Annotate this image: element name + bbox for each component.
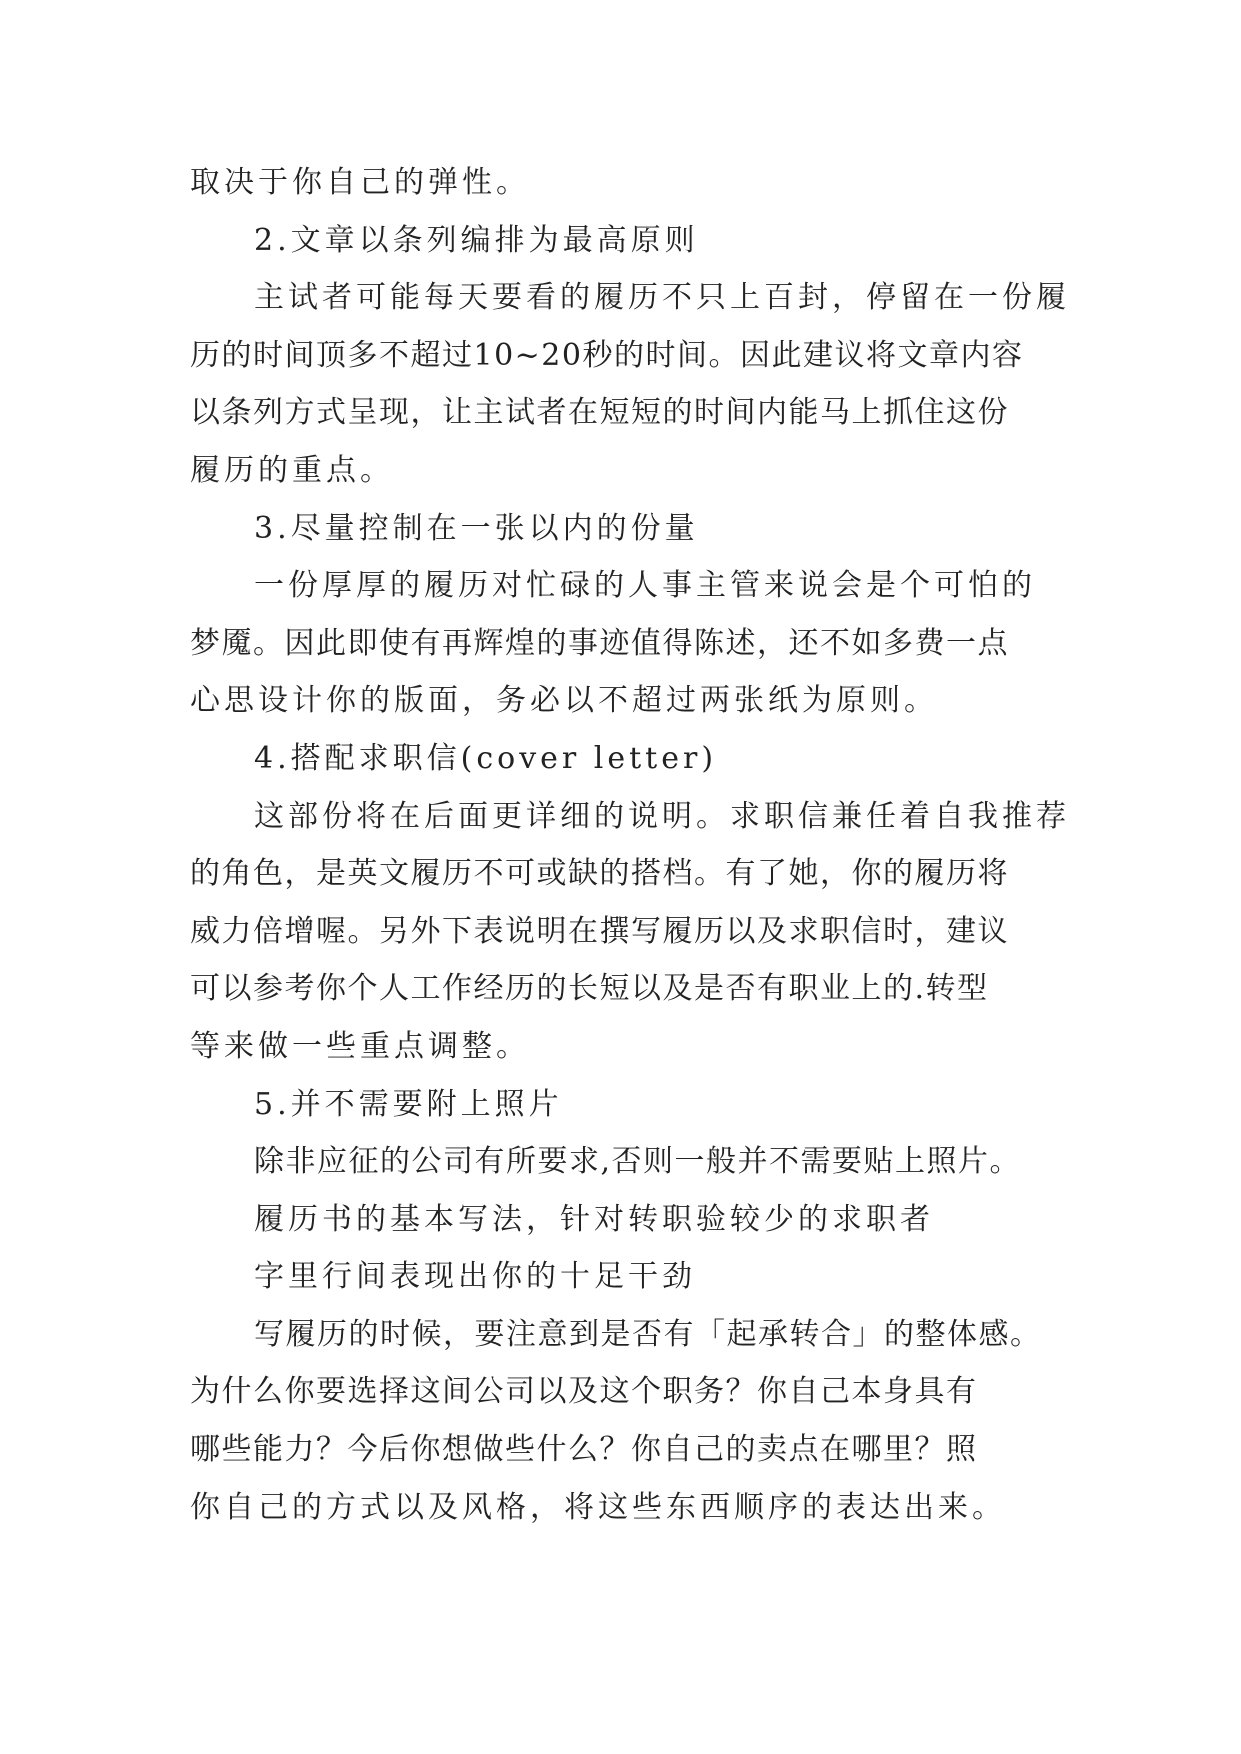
- paragraph-line: 你自己的方式以及风格，将这些东西顺序的表达出来。: [190, 1489, 1006, 1525]
- paragraph-line: 等来做一些重点调整。: [190, 1028, 530, 1064]
- paragraph-line: 可以参考你个人工作经历的长短以及是否有职业上的.转型: [190, 971, 989, 1007]
- paragraph-line: 威力倍增喔。另外下表说明在撰写履历以及求职信时，建议: [190, 913, 1009, 949]
- section-heading: 5.并不需要附上照片: [254, 1086, 563, 1122]
- paragraph-line: 为什么你要选择这间公司以及这个职务？你自己本身具有: [190, 1374, 978, 1410]
- paragraph-line: 这部份将在后面更详细的说明。求职信兼任着自我推荐: [254, 798, 1070, 834]
- paragraph-line: 一份厚厚的履历对忙碌的人事主管来说会是个可怕的: [254, 568, 1036, 604]
- subheading-line: 字里行间表现出你的十足干劲: [254, 1259, 696, 1295]
- paragraph-line: 梦魇。因此即使有再辉煌的事迹值得陈述，还不如多费一点: [190, 625, 1009, 661]
- paragraph-line: 的角色，是英文履历不可或缺的搭档。有了她，你的履历将: [190, 856, 1009, 892]
- section-heading: 4.搭配求职信(cover letter): [254, 740, 718, 776]
- document-body: [190, 154, 1070, 1536]
- paragraph-line: 心思设计你的版面，务必以不超过两张纸为原则。: [190, 683, 938, 719]
- section-heading: 2.文章以条列编排为最高原则: [254, 222, 699, 258]
- paragraph-line: 历的时间顶多不超过10~20秒的时间。因此建议将文章内容: [190, 337, 1024, 373]
- paragraph-line: 主试者可能每天要看的履历不只上百封，停留在一份履: [254, 280, 1070, 316]
- subheading-line: 履历书的基本写法，针对转职验较少的求职者: [254, 1201, 934, 1237]
- paragraph-line: 以条列方式呈现，让主试者在短短的时间内能马上抓住这份: [190, 395, 1009, 431]
- paragraph-line: 哪些能力？今后你想做些什么？你自己的卖点在哪里？照: [190, 1432, 978, 1468]
- paragraph-line: 除非应征的公司有所要求,否则一般并不需要贴上照片。: [254, 1144, 1022, 1180]
- section-heading: 3.尽量控制在一张以内的份量: [254, 510, 699, 546]
- paragraph-line: 履历的重点。: [190, 452, 394, 488]
- paragraph-line: 写履历的时候，要注意到是否有「起承转合」的整体感。: [254, 1316, 1042, 1352]
- paragraph-line: 取决于你自己的弹性。: [190, 165, 530, 200]
